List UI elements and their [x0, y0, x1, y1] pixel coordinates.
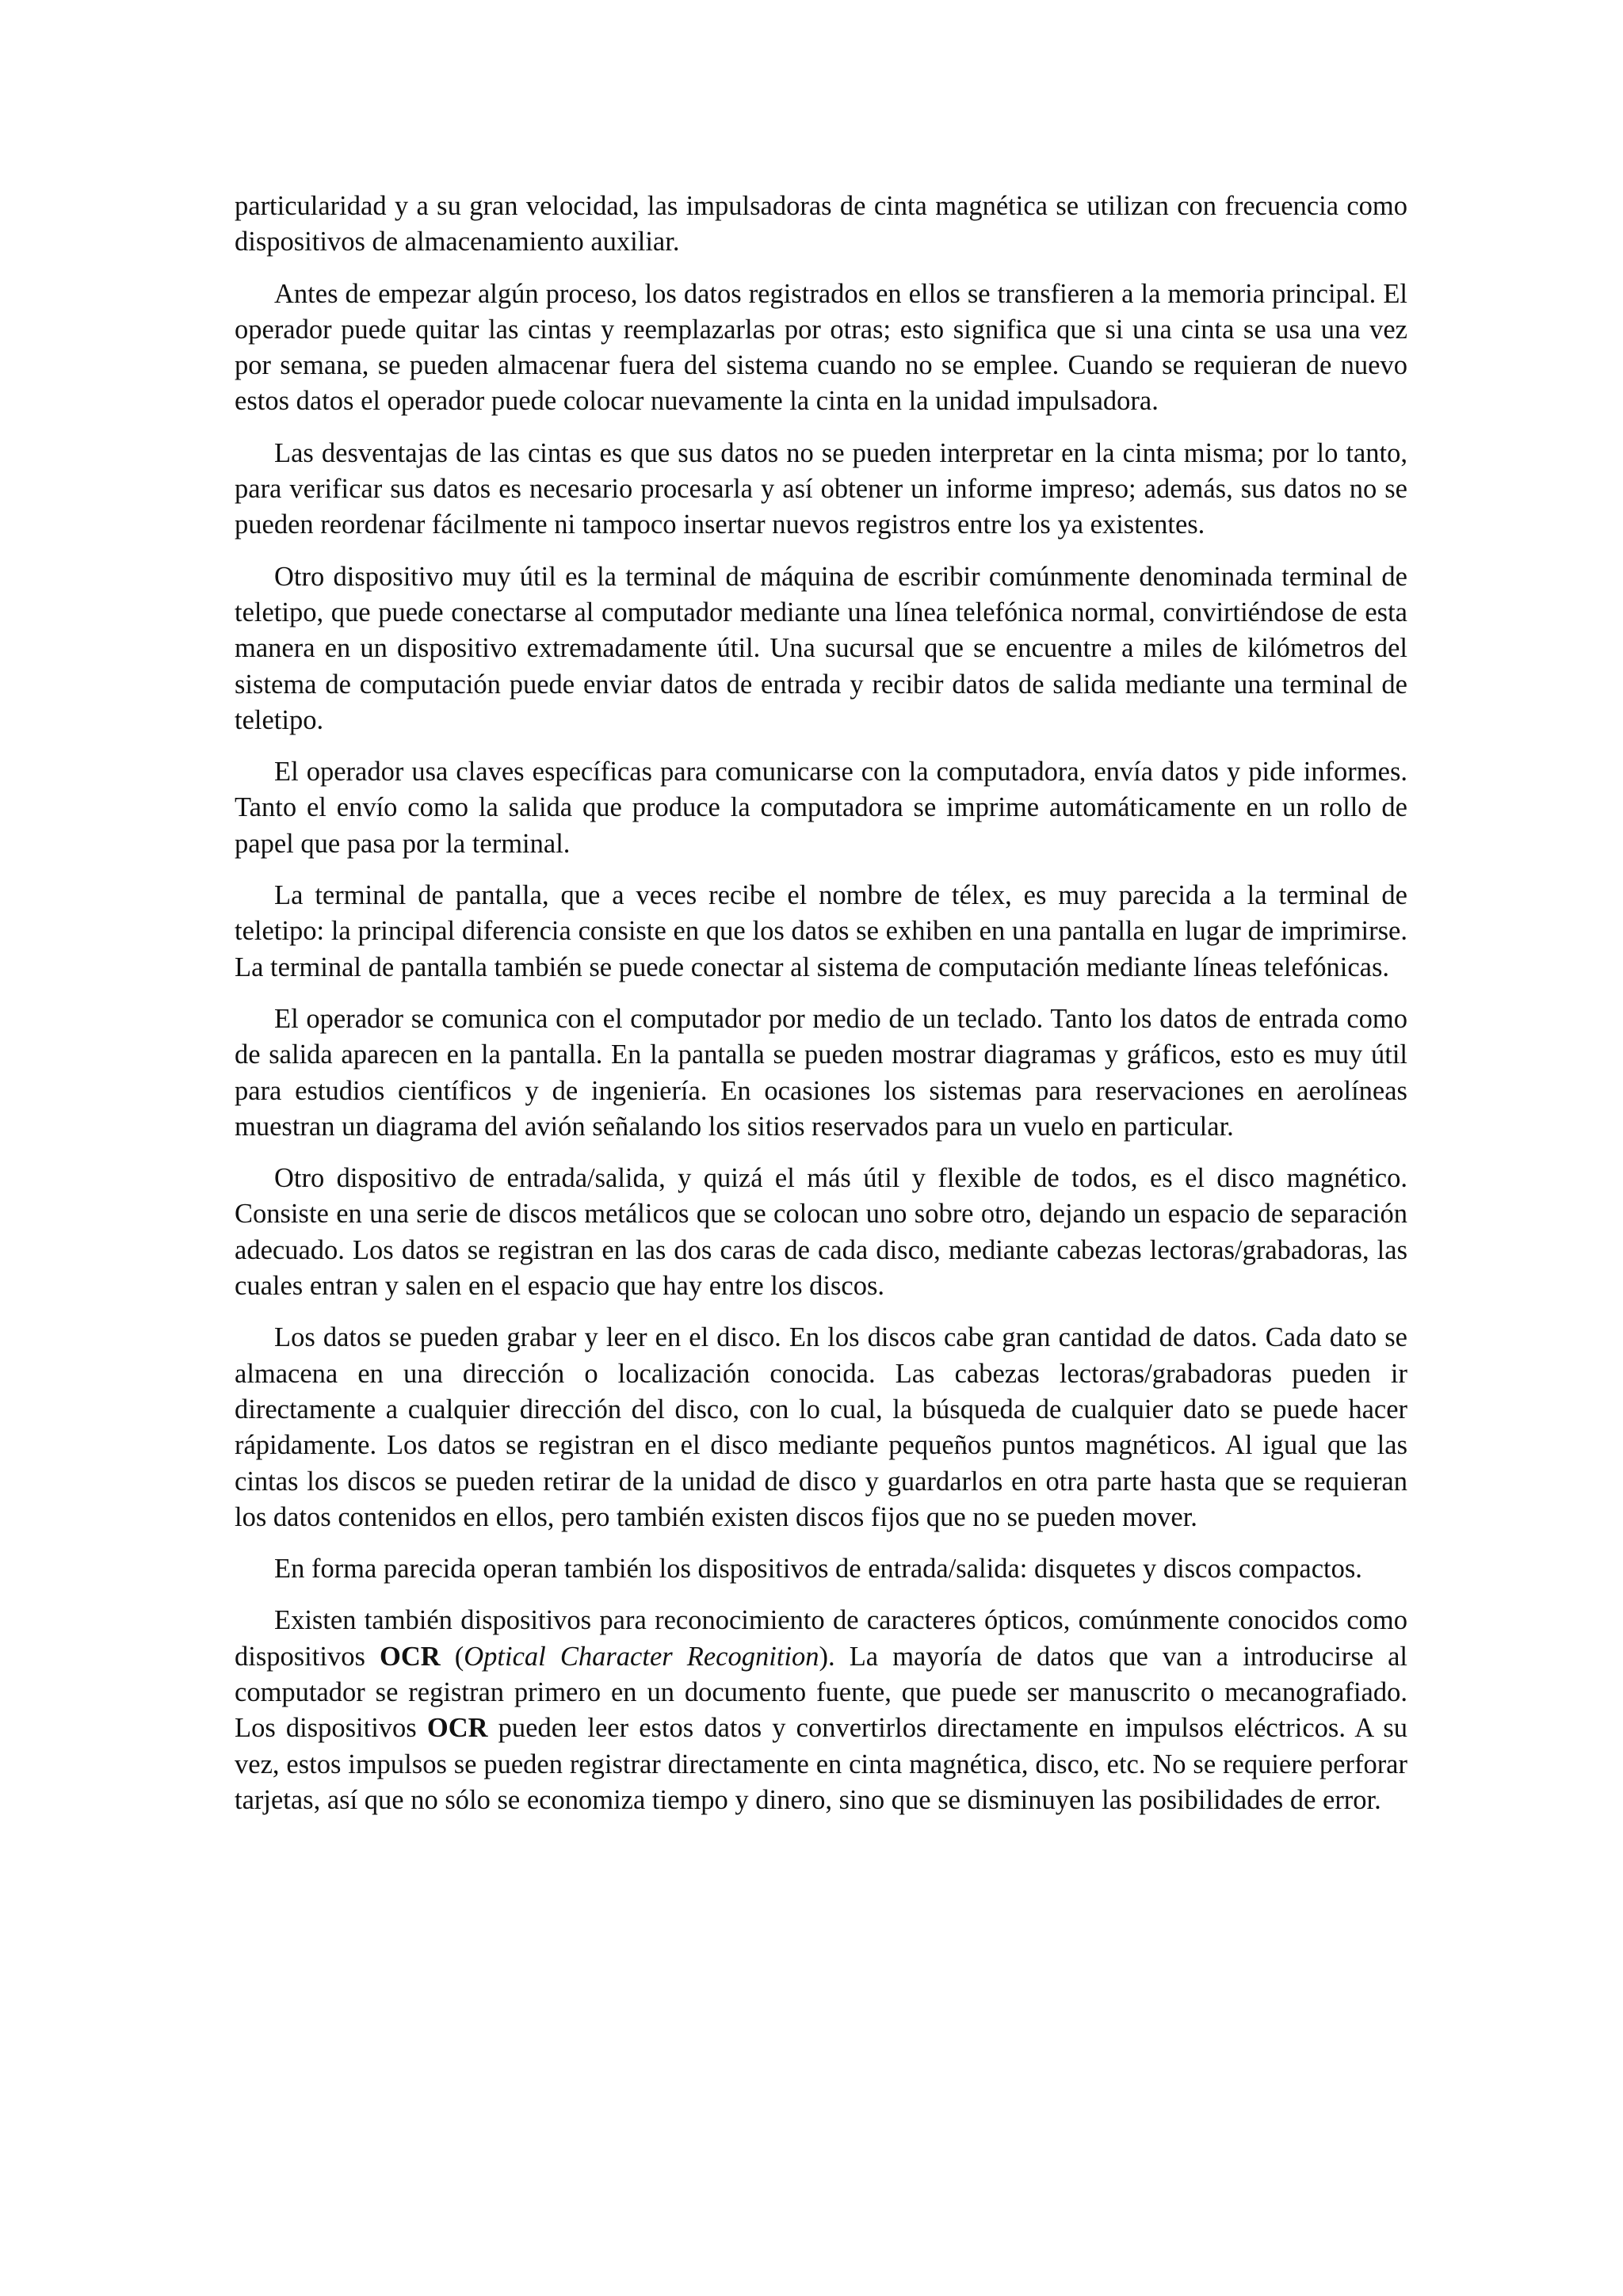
paragraph — [235, 189, 1407, 261]
paragraph — [235, 1161, 1407, 1304]
paragraph — [235, 1320, 1407, 1535]
paragraph — [235, 436, 1407, 543]
text-run: ( — [440, 1641, 464, 1672]
text-run: Otro dispositivo muy útil es la terminal de máquina de escribir comúnmente denominada terminal de teletipo, que puede conectarse al computador mediante una línea telefónica normal, convirtiéndose de esta manera en un dispositivo extremadamente útil. Una sucursal que se encuentre a miles de kilómetros del sistema de computación puede enviar datos de entrada y recibir datos de salida mediante una terminal de teletipo. — [235, 561, 1407, 735]
paragraph — [235, 754, 1407, 862]
text-run: particularidad y a su gran velocidad, las impulsadoras de cinta magnética se utilizan con frecuencia como dispositivos de almacenamiento auxiliar. — [235, 191, 1407, 257]
text-run: Los datos se pueden grabar y leer en el disco. En los discos cabe gran cantidad de datos. Cada dato se almacena en una dirección o localización conocida. Las cabezas lectoras/grabadoras pueden ir directamente a cualquier dirección del disco, con lo cual, la búsqueda de cualquier dato se puede hacer rápidamente. Los datos se registran en el disco mediante pequeños puntos magnéticos. Al igual que las cintas los discos se pueden retirar de la unidad de disco y guardarlos en otra parte hasta que se requieran los datos contenidos en ellos, pero también existen discos fijos que no se pueden mover. — [235, 1322, 1407, 1532]
text-run: ). La mayoría de datos que van a introducirse al computador se registran primero en un documento fuente, que puede ser manuscrito o mecanografiado. Los dispositivos — [235, 1641, 1408, 1744]
text-run: Las desventajas de las cintas es que sus datos no se pueden interpretar en la cinta misma; por lo tanto, para verificar sus datos es necesario procesarla y así obtener un informe impreso; además, sus datos no se pueden reordenar fácilmente ni tampoco insertar nuevos registros entre los ya existentes. — [235, 437, 1407, 540]
text-run: La terminal de pantalla, que a veces recibe el nombre de télex, es muy parecida a la terminal de teletipo: la principal diferencia consiste en que los datos se exhiben en una pantalla en lugar de imprimirse. La terminal de pantalla también se puede conectar al sistema de computación mediante líneas telefónicas. — [235, 880, 1407, 982]
italic-text: Optical Character Recognition — [464, 1641, 819, 1672]
paragraph — [235, 559, 1407, 738]
text-run: Otro dispositivo de entrada/salida, y quizá el más útil y flexible de todos, es el disco magnético. Consiste en una serie de discos metálicos que se colocan uno sobre otro, dejando un espacio de separación adecuado. Los datos se registran en las dos caras de cada disco, mediante cabezas lectoras/grabadoras, las cuales entran y salen en el espacio que hay entre los discos. — [235, 1163, 1407, 1302]
text-run: pueden leer estos datos y convertirlos directamente en impulsos eléctricos. A su vez, estos impulsos se pueden registrar directamente en cinta magnética, disco, etc. No se requiere perforar tarjetas, así que no sólo se economiza tiempo y dinero, sino que se disminuyen las posibilidades de error. — [235, 1713, 1408, 1815]
text-run: El operador usa claves específicas para comunicarse con la computadora, envía datos y pide informes. Tanto el envío como la salida que produce la computadora se imprime automáticamente en un rollo de papel que pasa por la terminal. — [235, 757, 1407, 859]
paragraph — [235, 277, 1407, 420]
paragraph — [235, 878, 1407, 986]
text-run: En forma parecida operan también los dispositivos de entrada/salida: disquetes y discos compactos. — [274, 1554, 1362, 1585]
body-text — [235, 189, 1407, 1834]
text-run: Existen también dispositivos para reconocimiento de caracteres ópticos, comúnmente conocidos como dispositivos — [235, 1605, 1407, 1672]
bold-text: OCR — [379, 1641, 441, 1672]
paragraph — [235, 1603, 1407, 1818]
paragraph — [235, 1551, 1407, 1587]
text-run: Antes de empezar algún proceso, los datos registrados en ellos se transfieren a la memoria principal. El operador puede quitar las cintas y reemplazarlas por otras; esto significa que si una cinta se usa una vez por semana, se pueden almacenar fuera del sistema cuando no se emplee. Cuando se requieran de nuevo estos datos el operador puede colocar nuevamente la cinta en la unidad impulsadora. — [235, 278, 1407, 417]
paragraph — [235, 1001, 1407, 1145]
text-run: El operador se comunica con el computador por medio de un teclado. Tanto los datos de entrada como de salida aparecen en la pantalla. En la pantalla se pueden mostrar diagramas y gráficos, esto es muy útil para estudios científicos y de ingeniería. En ocasiones los sistemas para reservaciones en aerolíneas muestran un diagrama del avión señalando los sitios reservados para un vuelo en particular. — [235, 1003, 1407, 1142]
bold-text: OCR — [426, 1713, 488, 1744]
